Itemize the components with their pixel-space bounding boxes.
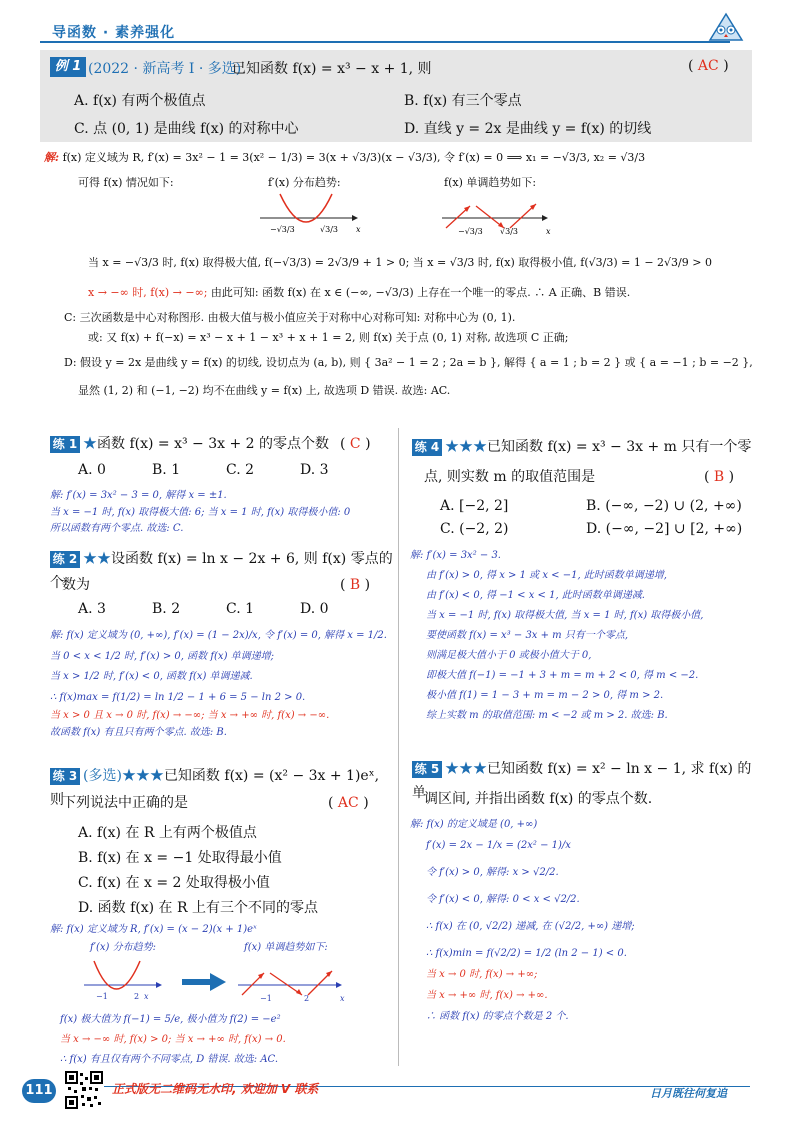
practice2-option-d: D. 0 <box>300 601 329 617</box>
practice5-stars: ★★★ <box>445 761 487 777</box>
practice4-sol-line: 解: f′(x) = 3x² − 3. <box>410 550 501 561</box>
example-solution-line2: 可得 f(x) 情况如下: <box>78 176 174 189</box>
practice5-sol-line: ∴ f(x) 在 (0, √2/2) 递减, 在 (√2/2, +∞) 递增; <box>426 921 635 932</box>
practice2-answer-value: B <box>349 577 361 593</box>
fig-derivative-title: f′(x) 分布趋势: <box>268 176 341 189</box>
answer-close: ) <box>718 58 729 74</box>
practice4-stem <box>412 436 757 460</box>
p3-fig1-x: x <box>144 992 149 1001</box>
practice4-sol-line: 则满足极大值小于 0 或极小值大于 0, <box>426 650 592 661</box>
practice5-sol-end: ∴ 函数 f(x) 的零点个数是 2 个. <box>426 1011 569 1022</box>
practice4-question-cont: 点, 则实数 m 的取值范围是 <box>424 469 596 485</box>
practice4-option-b: B. (−∞, −2) ∪ (2, +∞) <box>586 498 742 514</box>
example-answer <box>688 58 729 74</box>
example-option-c: C. 点 (0, 1) 是曲线 f(x) 的对称中心 <box>74 121 299 137</box>
practice4-sol-line: 即极大值 f(−1) = −1 + 3 + m = m + 2 < 0, 得 m < −2. <box>426 670 699 681</box>
practice3-option-c: C. f(x) 在 x = 2 处取得极小值 <box>78 875 270 891</box>
example-solution-tangent: D: 假设 y = 2x 是曲线 y = f(x) 的切线, 设切点为 (a, b), 则 { 3a² − 1 = 2 ; 2a = b }, 解得 { a = 1 ; b = 2 } 或 { a = −1 ; b = −2 }, <box>64 356 753 369</box>
example-option-b: B. f(x) 有三个零点 <box>404 93 522 109</box>
practice3-tag: 练 3 <box>50 768 80 785</box>
practice4-sol-line: 要使函数 f(x) = x³ − 3x + m 只有一个零点, <box>426 630 629 641</box>
column-divider <box>398 428 399 1066</box>
practice1-answer: ( C ) <box>340 436 371 452</box>
practice4-answer-value: B <box>713 469 725 485</box>
practice2-option-b: B. 2 <box>152 601 181 617</box>
practice2-option-a: A. 3 <box>78 601 106 617</box>
example-source: (2022 · 新高考 I · 多选) <box>88 61 242 77</box>
practice4-question: 已知函数 f(x) = x³ − 3x + m 只有一个零 <box>487 439 752 455</box>
practice2-question-cont: 数为 <box>62 577 90 593</box>
example-option-d: D. 直线 y = 2x 是曲线 y = f(x) 的切线 <box>404 121 652 137</box>
example-solution-line1 <box>44 150 754 167</box>
practice3-question-cont: 下列说法中正确的是 <box>62 795 188 811</box>
right-arrow-icon <box>180 972 228 992</box>
example-stem: 已知函数 f(x) = x³ − x + 1, 则 <box>232 61 432 77</box>
practice1-option-a: A. 0 <box>78 462 106 478</box>
practice2-tag: 练 2 <box>50 551 80 568</box>
practice2-sol-line: ∴ f(x)max = f(1/2) = ln 1/2 − 1 + 6 = 5 − ln 2 > 0. <box>50 691 306 703</box>
practice3-stars: ★★★ <box>121 768 164 784</box>
practice2-sol-limit: 当 x > 0 且 x → 0 时, f(x) → −∞; 当 x → +∞ 时, f(x) → −∞. <box>50 710 330 721</box>
practice3-multi: (多选) <box>83 768 122 784</box>
practice5-sol-line: 解: f(x) 的定义域是 (0, +∞) <box>410 819 538 830</box>
practice5-sol-line: f′(x) = 2x − 1/x = (2x² − 1)/x <box>426 840 571 851</box>
zero-conclusion: 由此可知: 函数 f(x) 在 x ∈ (−∞, −√3/3) 上存在一个唯一的零点. ∴ A 正确、B 错误. <box>207 286 631 299</box>
header-rule <box>40 41 730 43</box>
practice4-sol-line: 由 f′(x) < 0, 得 −1 < x < 1, 此时函数单调递减. <box>426 590 645 601</box>
fig1-pos-label: √3/3 <box>320 225 338 234</box>
p3-fig2-x: x <box>340 994 345 1003</box>
practice5-question-cont: 调区间, 并指出函数 f(x) 的零点个数. <box>424 791 653 807</box>
practice1-question: 函数 f(x) = x³ − 3x + 2 的零点个数 <box>97 436 330 452</box>
practice1-answer-value: C <box>349 436 361 452</box>
practice2-question: 设函数 f(x) = ln x − 2x + 6, 则 f(x) 零点的个 <box>50 551 393 591</box>
example-option-a: A. f(x) 有两个极值点 <box>74 93 206 109</box>
example-solution-conclusion: 显然 (1, 2) 和 (−1, −2) 均不在曲线 y = f(x) 上, 故选项 D 错误. 故选: AC. <box>78 384 451 397</box>
practice4-sol-line: 极小值 f(1) = 1 − 3 + m = m − 2 > 0, 得 m > 2. <box>426 690 664 701</box>
practice1-option-b: B. 1 <box>152 462 181 478</box>
answer-open: ( <box>688 58 698 74</box>
practice3-sol-end: ∴ f(x) 有且仅有两个不同零点, D 错误. 故选: AC. <box>60 1054 279 1065</box>
owl-logo-icon <box>706 10 746 48</box>
practice1-option-c: C. 2 <box>226 462 255 478</box>
fig2-pos-label: √3/3 <box>500 227 518 236</box>
practice2-sol-line: 当 x > 1/2 时, f′(x) < 0, 函数 f(x) 单调递减. <box>50 671 253 682</box>
practice1-stars: ★ <box>83 436 97 452</box>
solution-derivative: f(x) 定义域为 R, f′(x) = 3x² − 1 = 3(x² − 1/3) = 3(x + √3/3)(x − √3/3), 令 f′(x) = 0 ⟹ x₁ = −√3/3, x₂ = √3/3 <box>62 151 646 164</box>
answer-value: AC <box>697 58 719 74</box>
p3-fig2-b: 2 <box>304 994 310 1003</box>
practice3-option-a: A. f(x) 在 R 上有两个极值点 <box>78 825 257 841</box>
qr-code-icon <box>64 1070 104 1110</box>
p3-fig1-b: 2 <box>134 992 140 1001</box>
practice4-sol-line: 当 x = −1 时, f(x) 取得极大值, 当 x = 1 时, f(x) 取得极小值, <box>426 610 704 621</box>
practice5-sol-line: 令 f′(x) < 0, 解得: 0 < x < √2/2. <box>426 894 580 905</box>
fig1-x-label: x <box>356 225 361 234</box>
practice5-sol-limit2: 当 x → +∞ 时, f(x) → +∞. <box>426 990 548 1001</box>
practice1-option-d: D. 3 <box>300 462 329 478</box>
practice4-option-a: A. [−2, 2] <box>440 498 509 514</box>
footer-notice: 正式版无二维码无水印, 欢迎加 V 联系 <box>112 1082 319 1096</box>
practice3-sol-limit <box>60 1032 395 1049</box>
practice3-fig2-title: f(x) 单调趋势如下: <box>244 942 328 953</box>
practice2-sol-end: 故函数 f(x) 有且只有两个零点. 故选: B. <box>50 726 227 738</box>
practice2-sol-line: 当 0 < x < 1/2 时, f′(x) > 0, 函数 f(x) 单调递增; <box>50 650 275 662</box>
practice3-question: 已知函数 f(x) = (x² − 3x + 1)eˣ, 则 <box>50 768 380 808</box>
fig-monotonic-title: f(x) 单调趋势如下: <box>444 176 537 189</box>
practice3-sol-limit-text: 当 x → −∞ 时, f(x) > 0; 当 x → +∞ 时, f(x) → 0. <box>60 1034 286 1045</box>
practice2-answer: ( B ) <box>340 577 371 593</box>
practice3-option-b: B. f(x) 在 x = −1 处取得最小值 <box>78 850 282 866</box>
derivative-sign-diagram <box>258 190 368 240</box>
practice5-solution <box>410 814 760 1027</box>
limit-note: x → −∞ 时, f(x) → −∞; <box>88 286 208 299</box>
footer-slogan: 日月既往何复追 <box>650 1087 727 1100</box>
practice3-monotonic-diagram <box>236 955 356 1005</box>
practice4-stars: ★★★ <box>445 439 487 455</box>
solution-label: 解: <box>44 151 60 164</box>
practice1-sol-line: 解: f′(x) = 3x² − 3 = 0, 解得 x = ±1. <box>50 490 227 501</box>
practice5-sol-limit1: 当 x → 0 时, f(x) → +∞; <box>426 969 538 980</box>
practice5-sol-line: ∴ f(x)min = f(√2/2) = 1/2 (ln 2 − 1) < 0. <box>426 948 627 959</box>
practice4-sol-line: 综上实数 m 的取值范围: m < −2 或 m > 2. 故选: B. <box>426 710 668 721</box>
practice5-question: 已知函数 f(x) = x² − ln x − 1, 求 f(x) 的单 <box>412 761 752 801</box>
practice1-tag: 练 1 <box>50 436 80 453</box>
practice3-answer: ( AC ) <box>328 795 369 811</box>
practice1-sol-line: 当 x = −1 时, f(x) 取得极大值: 6; 当 x = 1 时, f(x) 取得极小值: 0 <box>50 506 351 518</box>
practice3-answer-value: AC <box>337 795 359 811</box>
p3-fig2-a: −1 <box>260 994 272 1003</box>
practice4-sol-line: 由 f′(x) > 0, 得 x > 1 或 x < −1, 此时函数单调递增, <box>426 570 667 581</box>
fig1-neg-label: −√3/3 <box>270 225 295 234</box>
practice2-sol-line: 解: f(x) 定义域为 (0, +∞), f′(x) = (1 − 2x)/x, 令 f′(x) = 0, 解得 x = 1/2. <box>50 630 387 641</box>
practice2-solution <box>50 628 395 741</box>
practice3-fig1-title: f′(x) 分布趋势: <box>90 942 156 953</box>
practice4-solution <box>410 546 760 726</box>
practice4-option-c: C. (−2, 2) <box>440 521 509 537</box>
practice2-stars: ★★ <box>83 551 111 567</box>
practice5-sol-line: 令 f′(x) > 0, 解得: x > √2/2. <box>426 867 559 878</box>
practice3-derivative-diagram <box>82 955 172 1005</box>
practice1-sol-line: 所以函数有两个零点. 故选: C. <box>50 523 184 534</box>
practice5-tag: 练 5 <box>412 761 442 778</box>
example-solution-symmetry-alt: 或: 又 f(x) + f(−x) = x³ − x + 1 − x³ + x + 1 = 2, 则 f(x) 关于点 (0, 1) 对称, 故选项 C 正确; <box>88 331 569 344</box>
practice4-tag: 练 4 <box>412 439 442 456</box>
practice3-option-d: D. 函数 f(x) 在 R 上有三个不同的零点 <box>78 900 318 916</box>
monotonic-trend-diagram <box>440 190 560 240</box>
practice3-sol-line1: 解: f(x) 定义域为 R, f′(x) = (x − 2)(x + 1)eˣ <box>50 924 257 935</box>
example-solution-symmetry: C: 三次函数是中心对称图形. 由极大值与极小值应关于对称中心对称可知: 对称中心为 (0, 1). <box>64 311 516 324</box>
practice2-option-c: C. 1 <box>226 601 255 617</box>
fig2-neg-label: −√3/3 <box>458 227 483 236</box>
practice1-solution <box>50 488 390 538</box>
practice3-sol-extrema: f(x) 极大值为 f(−1) = 5/e, 极小值为 f(2) = −e² <box>60 1014 281 1025</box>
p3-fig1-a: −1 <box>96 992 108 1001</box>
practice4-option-d: D. (−∞, −2] ∪ [2, +∞) <box>586 521 743 537</box>
page-number: 111 <box>22 1079 56 1103</box>
example-tag: 例 1 <box>50 57 86 77</box>
fig2-x-label: x <box>546 227 551 236</box>
practice4-answer: ( B ) <box>704 469 735 485</box>
example-solution-zero <box>88 285 748 302</box>
practice1-stem <box>50 433 390 457</box>
page-header-title: 导函数 · 素养强化 <box>52 25 176 41</box>
example-solution-extrema: 当 x = −√3/3 时, f(x) 取得极大值, f(−√3/3) = 2√3/9 + 1 > 0; 当 x = √3/3 时, f(x) 取得极小值, f(√3/3) = 1 − 2√3/9 > 0 <box>88 256 712 269</box>
